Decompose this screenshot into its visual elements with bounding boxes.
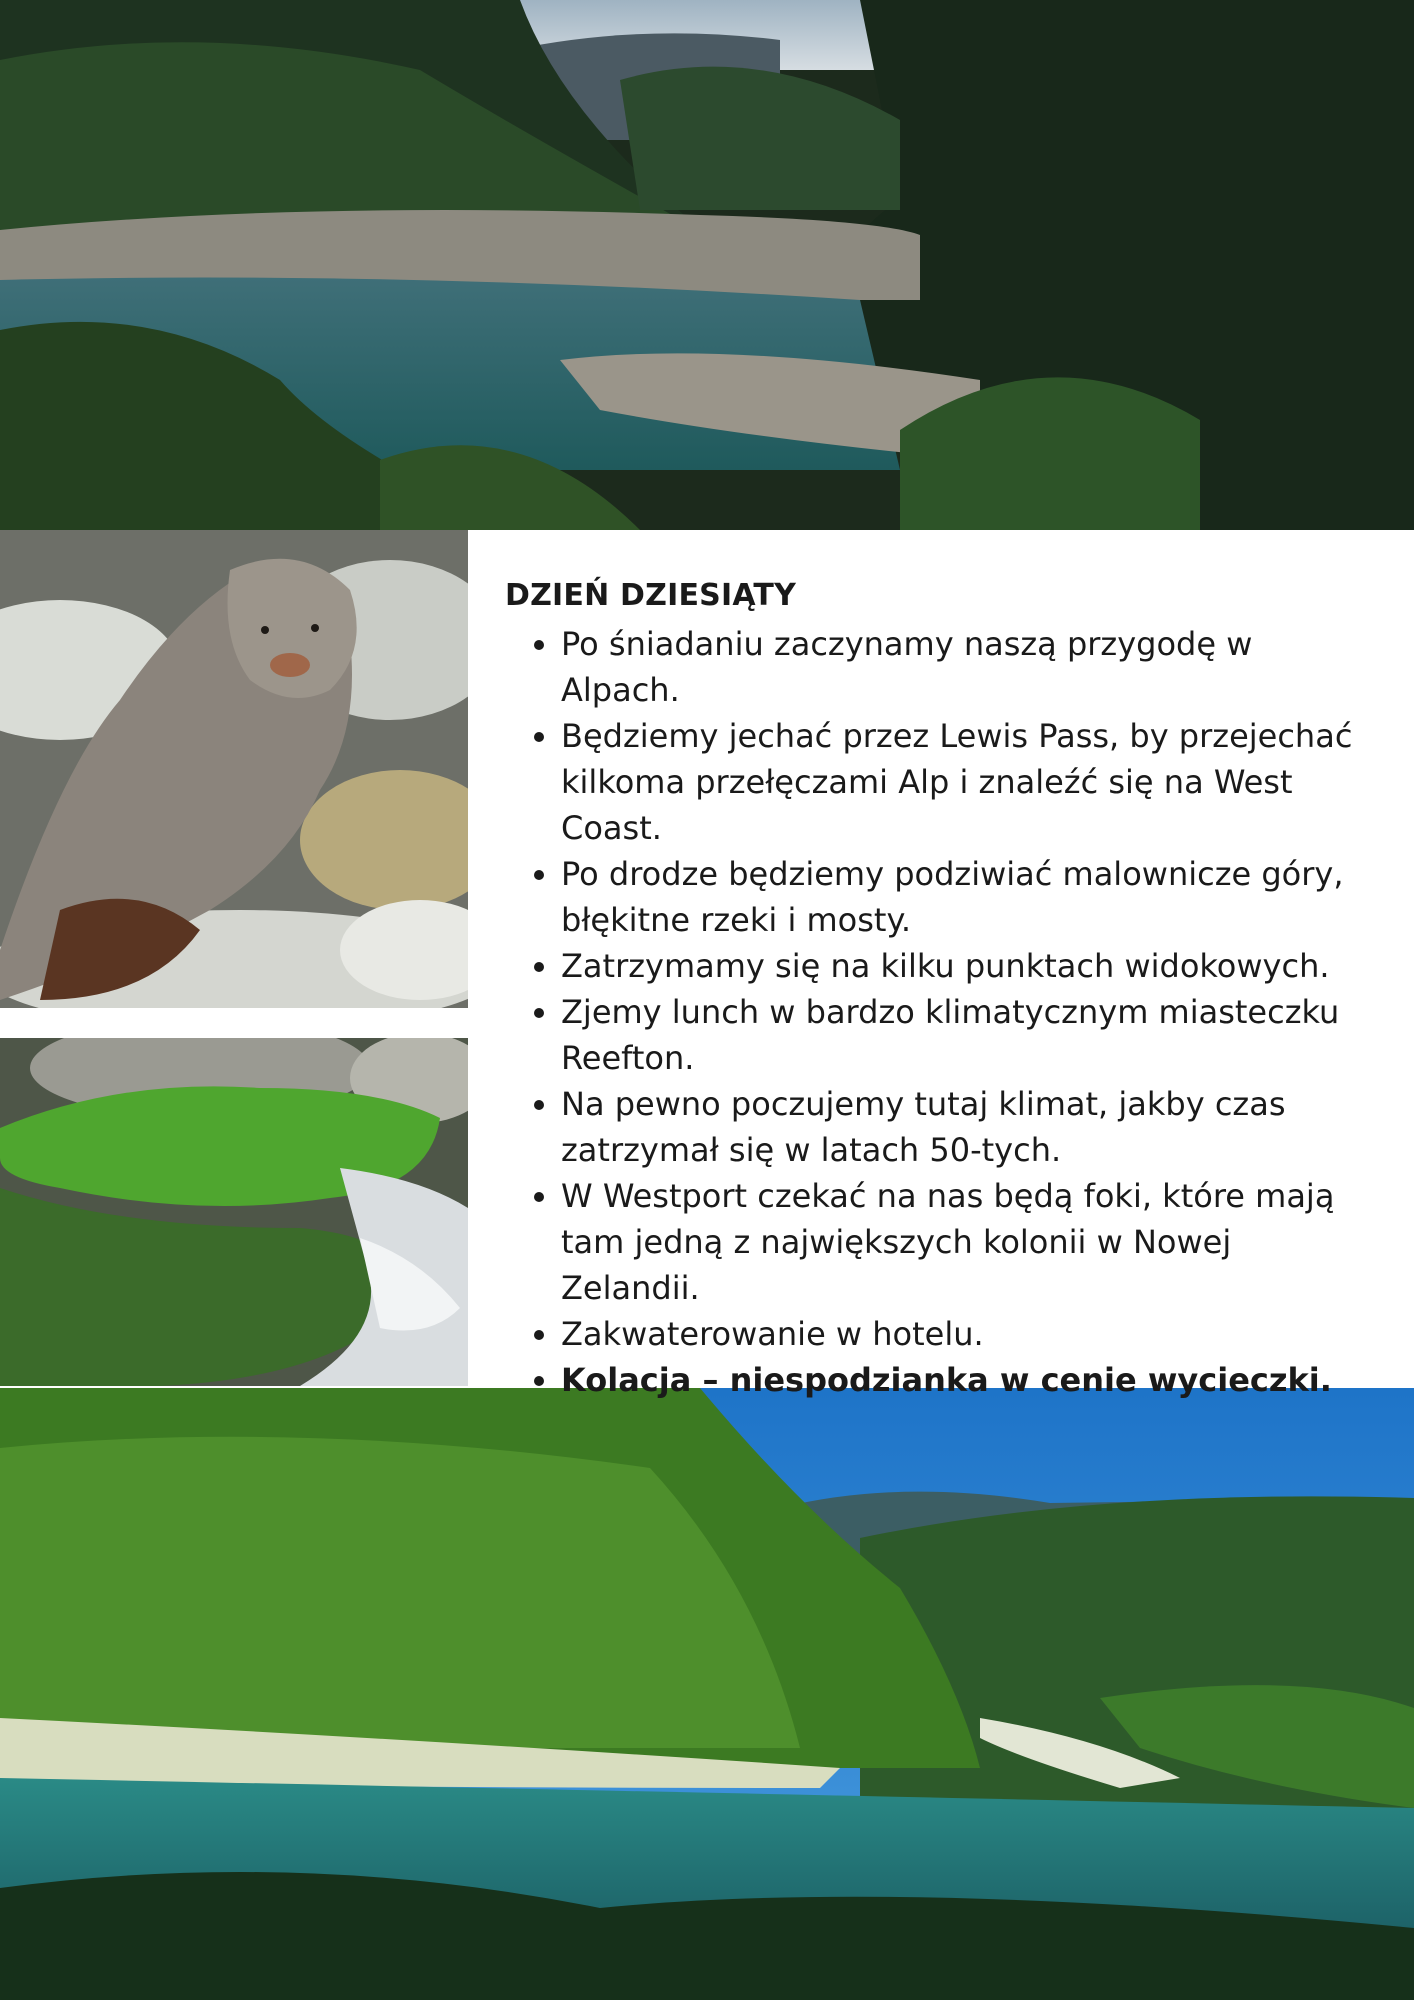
list-item: • Po drodze będziemy podziwiać malownicze góry, błękitne rzeki i mosty. — [561, 851, 1365, 943]
mossy-rock-photo — [0, 1038, 468, 1386]
day-title: DZIEŃ DZIESIĄTY — [505, 578, 797, 613]
list-item: • Zatrzymamy się na kilku punktach widokowych. — [561, 943, 1365, 989]
list-item-dinner: • Kolacja – niespodzianka w cenie wycieczki. — [561, 1357, 1365, 1403]
river-valley-photo — [0, 0, 1414, 530]
list-item: • Zjemy lunch w bardzo klimatycznym miasteczku Reefton. — [561, 989, 1365, 1081]
list-item: • Zakwaterowanie w hotelu. — [561, 1311, 1365, 1357]
list-item: • Na pewno poczujemy tutaj klimat, jakby czas zatrzymał się w latach 50-tych. — [561, 1081, 1365, 1173]
itinerary-section — [505, 578, 1365, 1403]
itinerary-list — [505, 621, 1365, 1403]
forest-river-photo — [0, 1388, 1414, 2000]
list-item: • W Westport czekać na nas będą foki, które mają tam jedną z największych kolonii w Nowej Zelandii. — [561, 1173, 1365, 1311]
list-item: • Będziemy jechać przez Lewis Pass, by przejechać kilkoma przełęczami Alp i znaleźć się na West Coast. — [561, 713, 1365, 851]
list-item: • Po śniadaniu zaczynamy naszą przygodę w Alpach. — [561, 621, 1365, 713]
fur-seal-photo — [0, 530, 468, 1008]
